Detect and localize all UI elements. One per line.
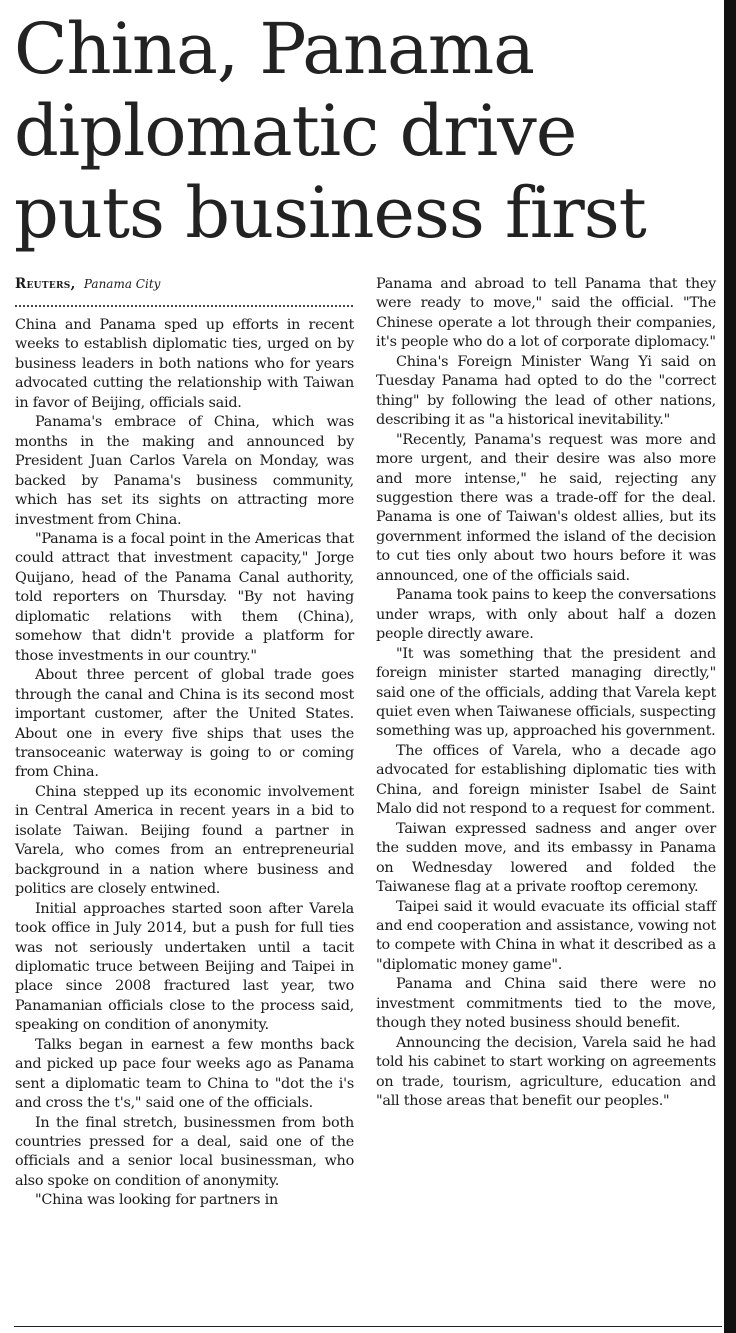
paragraph: China and Panama sped up efforts in recent weeks to establish diplomatic ties, urged on by business leaders in both nations who for years advocated cutting the relationship with Taiwan in favor of Beijing, officials said. <box>15 317 354 411</box>
paragraph: Panama took pains to keep the conversations under wraps, with only about half a dozen people directly aware. <box>376 587 716 643</box>
page-edge-rule <box>724 0 736 1333</box>
paragraph: Taipei said it would evacuate its official staff and end cooperation and assistance, vowing not to compete with China in what it described as a "diplomatic money game". <box>376 898 716 973</box>
paragraph: Announcing the decision, Varela said he had told his cabinet to start working on agreements on trade, tourism, agriculture, education and "all those areas that benefit our peoples." <box>376 1034 716 1110</box>
paragraph: In the final stretch, businessmen from both countries pressed for a deal, said one of the officials and a senior local businessman, who also spoke on condition of anonymity. <box>15 1114 354 1189</box>
byline-divider <box>15 305 353 307</box>
article-column-right <box>376 275 716 1111</box>
paragraph: Panama and abroad to tell Panama that they were ready to move," said the official. "The Chinese operate a lot through their companies, it's people who do a lot of corporate diplomacy." <box>376 276 716 351</box>
paragraph: "Panama is a focal point in the Americas that could attract that investment capacity," Jorge Quijano, head of the Panama Canal authority, told reporters on Thursday. "By not having diplomatic relations with them (China), somehow that didn't provide a platform for those investments in our country." <box>15 530 354 664</box>
paragraph: Taiwan expressed sadness and anger over the sudden move, and its embassy in Panama on Wednesday lowered and folded the Taiwanese flag at a private rooftop ceremony. <box>376 820 716 896</box>
paragraph: Panama and China said there were no investment commitments tied to the move, though they noted business should benefit. <box>376 976 716 1032</box>
byline <box>15 275 355 293</box>
paragraph: China stepped up its economic involvement in Central America in recent years in a bid to isolate Taiwan. Beijing found a partner in Varela, who comes from an entrepreneurial background in a nation where business and politics are closely entwined. <box>15 783 354 898</box>
paragraph: China's Foreign Minister Wang Yi said on Tuesday Panama had opted to do the "correct thing" by following the lead of other nations, describing it as "a historical inevitability." <box>376 353 716 429</box>
paragraph: "China was looking for partners in <box>35 1192 278 1209</box>
paragraph: About three percent of global trade goes through the canal and China is its second most important customer, after the United States. About one in every five ships that uses the transoceanic waterway is going to or coming from China. <box>15 667 354 781</box>
byline-dateline: Panama City <box>83 277 161 291</box>
paragraph: "It was something that the president and foreign minister started managing directly," said one of the officials, adding that Varela kept quiet even when Taiwanese officials, suspecting something was up, approached his government. <box>376 645 716 740</box>
bottom-rule <box>14 1326 722 1327</box>
paragraph: Panama's embrace of China, which was months in the making and announced by President Juan Carlos Varela on Monday, was backed by Panama's business community, which has set its sights on attracting more investment from China. <box>15 414 354 528</box>
paragraph: Initial approaches started soon after Varela took office in July 2014, but a push for full ties was not seriously undertaken until a tacit diplomatic truce between Beijing and Taipei in place since 2008 fractured last year, two Panamanian officials close to the process said, speaking on condition of anonymity. <box>15 900 354 1034</box>
paragraph: The offices of Varela, who a decade ago advocated for establishing diplomatic ties with China, and foreign minister Isabel de Saint Malo did not respond to a request for comment. <box>376 742 716 818</box>
paragraph: Talks began in earnest a few months back and picked up pace four weeks ago as Panama sent a diplomatic team to China to "dot the i's and cross the t's," said one of the officials. <box>15 1036 354 1112</box>
paragraph: "Recently, Panama's request was more and more urgent, and their desire was also more and more intense," he said, rejecting any suggestion there was a trade-off for the deal. Panama is one of Taiwan's oldest allies, but its government informed the island of the decision to cut ties only about two hours before it was announced, one of the officials said. <box>376 431 716 584</box>
byline-agency: Reuters, <box>15 276 76 292</box>
headline: China, Panama diplomatic drive puts business first <box>14 8 646 254</box>
article-column-left <box>15 316 354 1211</box>
